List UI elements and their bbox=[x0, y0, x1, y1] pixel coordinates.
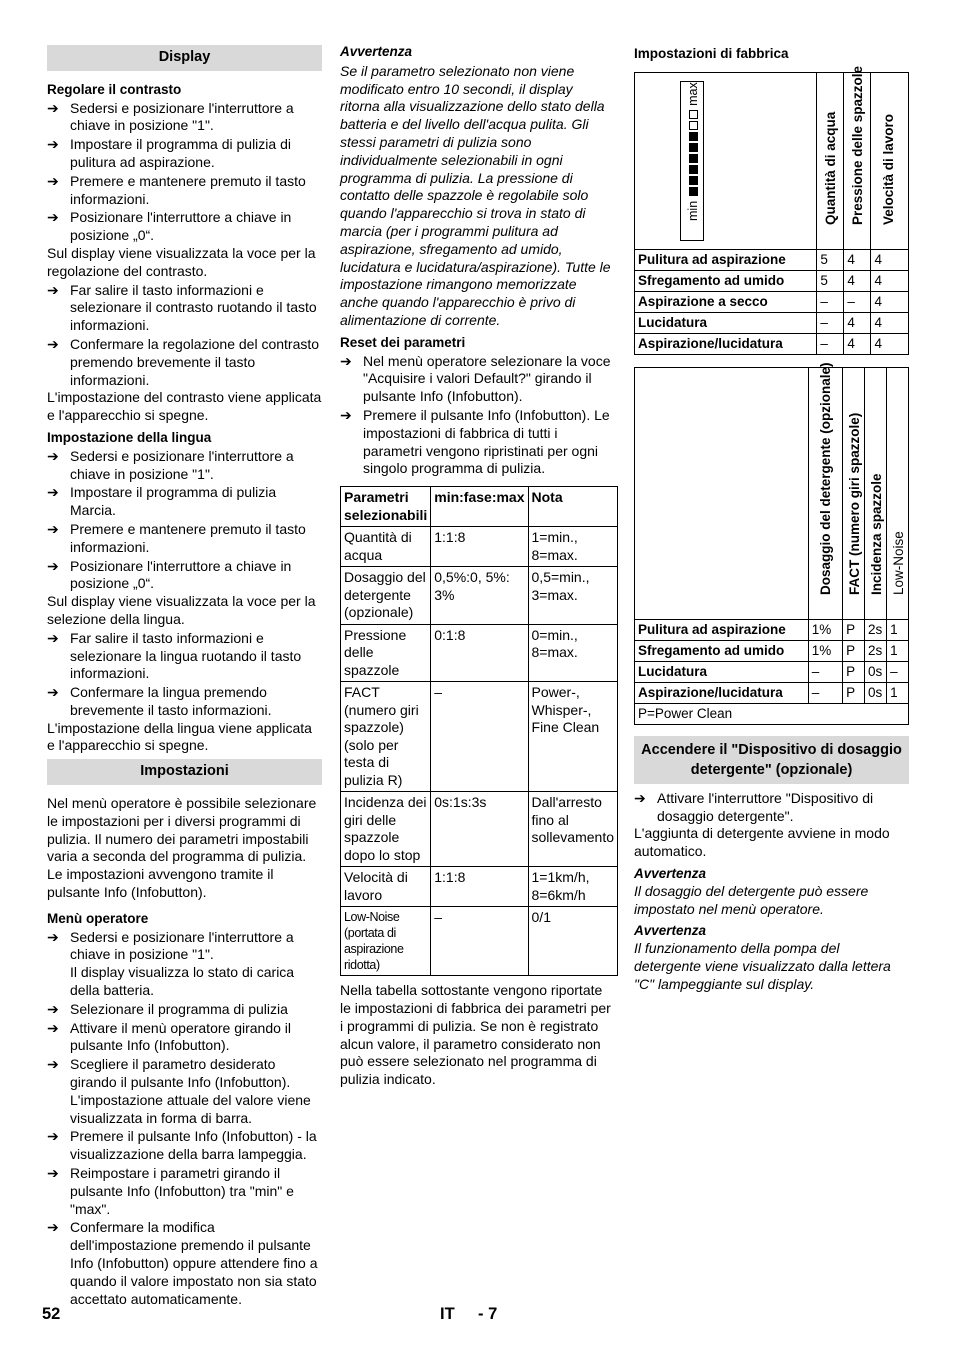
table-cell: 0s bbox=[864, 682, 886, 703]
note-heading: Avvertenza bbox=[634, 923, 707, 939]
table-row bbox=[635, 333, 909, 354]
step-item bbox=[47, 484, 322, 520]
bar-square-icon bbox=[689, 122, 698, 131]
table-cell: – bbox=[431, 907, 528, 976]
step-text: Premere il pulsante Info (Infobutton) - la visualizzazione della barra lampeggia. bbox=[70, 1128, 317, 1163]
arrow-icon: ➔ bbox=[47, 1056, 59, 1073]
table-cell: 1=1km/h, 8=6km/h bbox=[528, 867, 618, 907]
program-name-cell: Sfregamento ad umido bbox=[635, 270, 817, 291]
table-header-cell bbox=[887, 367, 909, 619]
table-cell: Pressione delle spazzole bbox=[341, 624, 431, 682]
table-cell: 1% bbox=[808, 619, 842, 640]
table-cell: 0/1 bbox=[528, 907, 618, 976]
table-cell: P bbox=[843, 661, 865, 682]
step-text: Scegliere il parametro desiderato girando il pulsante Info (Infobutton). L'impostazione attuale del valore viene visualizzata in forma di barra. bbox=[70, 1056, 311, 1126]
bar-square-icon bbox=[689, 188, 698, 197]
table-cell: – bbox=[817, 312, 844, 333]
table-row bbox=[341, 907, 618, 976]
table-cell: Velocità di lavoro bbox=[341, 867, 431, 907]
note-heading: Avvertenza bbox=[634, 865, 707, 881]
table-cell: Power-, Whisper-, Fine Clean bbox=[528, 682, 618, 792]
step-text: Sedersi e posizionare l'interruttore a chiave in posizione "1". bbox=[70, 447, 294, 482]
table-row bbox=[635, 249, 909, 270]
bar-square-icon bbox=[689, 166, 698, 175]
subheading-language: Impostazione della lingua bbox=[47, 429, 212, 445]
step-text: Premere e mantenere premuto il tasto informazioni. bbox=[70, 172, 306, 207]
table-cell: 4 bbox=[844, 270, 871, 291]
table-row bbox=[341, 867, 618, 907]
table-row bbox=[635, 703, 909, 724]
column-middle bbox=[340, 40, 614, 1089]
arrow-icon: ➔ bbox=[47, 1019, 59, 1036]
table-cell: 1 bbox=[887, 640, 909, 661]
step-text: Premere il pulsante Info (Infobutton). Le impostazioni di fabbrica di tutti i parametri vengono ripristinati per ogni singolo programma di pulizia. bbox=[363, 406, 610, 477]
vertical-header: Incidenza spazzole bbox=[868, 473, 884, 596]
table-cell: Dosaggio del detergente (opzionale) bbox=[341, 567, 431, 625]
program-name-cell: Pulitura ad aspirazione bbox=[635, 249, 817, 270]
table-row bbox=[341, 567, 618, 625]
table-cell: 4 bbox=[844, 249, 871, 270]
vertical-header: FACT (numero giri spazzole) bbox=[846, 413, 862, 596]
table-cell: 0,5=min., 3=max. bbox=[528, 567, 618, 625]
parameters-table bbox=[340, 486, 618, 976]
table-cell: 4 bbox=[871, 291, 909, 312]
settings-paragraph: Nel menù operatore è possibile selezionare le impostazioni per i diversi programmi di pulizia. Il numero dei parametri impostabili varia a seconda del programma di pulizia. Le impostazioni avvengono tramite il pulsante Info (Infobutton). bbox=[47, 795, 317, 901]
table-row bbox=[341, 682, 618, 792]
step-item bbox=[47, 558, 322, 594]
language-steps-2 bbox=[47, 630, 322, 720]
table-cell: 0=min., 8=max. bbox=[528, 624, 618, 682]
contrast-steps-2 bbox=[47, 282, 322, 390]
table-row bbox=[635, 291, 909, 312]
vertical-header: Pressione delle spazzole bbox=[850, 66, 866, 226]
step-text: Attivare l'interruttore "Dispositivo di dosaggio detergente". bbox=[657, 789, 874, 824]
table-cell: Dall'arresto fino al sollevamento bbox=[528, 792, 618, 867]
arrow-icon: ➔ bbox=[47, 1165, 59, 1182]
arrow-icon: ➔ bbox=[47, 281, 59, 298]
table-cell: P bbox=[843, 682, 865, 703]
table-header-row bbox=[635, 72, 909, 249]
arrow-icon: ➔ bbox=[47, 335, 59, 352]
table-cell: 5 bbox=[817, 270, 844, 291]
table-cell: – bbox=[808, 661, 842, 682]
table-header-cell: Nota bbox=[528, 487, 618, 527]
subheading-contrast: Regolare il contrasto bbox=[47, 81, 182, 97]
scale-max-label: max bbox=[686, 82, 700, 107]
table-cell: 4 bbox=[844, 333, 871, 354]
step-text: Confermare la regolazione del contrasto premendo brevemente il tasto informazioni. bbox=[70, 335, 320, 388]
step-text: Premere e mantenere premuto il tasto informazioni. bbox=[70, 520, 306, 555]
table-header-cell bbox=[635, 367, 809, 619]
page-number: 52 bbox=[42, 1305, 61, 1323]
step-text: Posizionare l'interruttore a chiave in posizione „0“. bbox=[70, 557, 292, 592]
table-header-row bbox=[635, 367, 909, 619]
after-table-paragraph: Nella tabella sottostante vengono riportate le impostazioni di fabbrica dei parametri per i programmi di pulizia. Se non è registrato alcun valore, il parametro considerato non può essere selezionato nel programma di pulizia indicato. bbox=[340, 982, 611, 1088]
table-cell: 4 bbox=[871, 270, 909, 291]
step-item bbox=[47, 336, 322, 389]
step-item bbox=[47, 1001, 322, 1019]
table-header-row bbox=[341, 487, 618, 527]
table-cell: Incidenza dei giri delle spazzole dopo lo stop bbox=[341, 792, 431, 867]
step-item bbox=[47, 1056, 322, 1127]
table-cell: – bbox=[817, 291, 844, 312]
table-cell: 0,5%:0, 5%: 3% bbox=[431, 567, 528, 625]
step-text: Far salire il tasto informazioni e selezionare la lingua ruotando il tasto informazioni. bbox=[70, 629, 302, 682]
program-name-cell: Lucidatura bbox=[635, 661, 809, 682]
table-cell: 0s bbox=[864, 661, 886, 682]
arrow-icon: ➔ bbox=[47, 629, 59, 646]
arrow-icon: ➔ bbox=[340, 352, 352, 369]
table-cell: FACT (numero giri spazzole) (solo per testa di pulizia R) bbox=[341, 682, 431, 792]
table-cell: 1 bbox=[887, 682, 909, 703]
arrow-icon: ➔ bbox=[634, 789, 646, 806]
table-cell: 4 bbox=[844, 312, 871, 333]
step-item bbox=[47, 1165, 322, 1218]
table-cell: 2s bbox=[864, 619, 886, 640]
table-cell: 1:1:8 bbox=[431, 527, 528, 567]
scale-header-cell bbox=[635, 72, 817, 249]
arrow-icon: ➔ bbox=[47, 99, 59, 116]
table-cell: – bbox=[887, 661, 909, 682]
subheading-factory-settings: Impostazioni di fabbrica bbox=[634, 46, 789, 61]
step-text: Sedersi e posizionare l'interruttore a chiave in posizione "1". bbox=[70, 99, 294, 134]
dosing-paragraph: L'aggiunta di detergente avviene in modo automatico. bbox=[634, 825, 890, 860]
table-cell: Quantità di acqua bbox=[341, 527, 431, 567]
table-header-cell bbox=[864, 367, 886, 619]
table-cell: – bbox=[808, 682, 842, 703]
step-text: Nel menù operatore selezionare la voce "Acquisire i valori Default?" girando il pulsante Info (Infobutton). bbox=[363, 352, 611, 405]
table-row bbox=[635, 661, 909, 682]
table-cell: 1=min., 8=max. bbox=[528, 527, 618, 567]
arrow-icon: ➔ bbox=[47, 136, 59, 153]
section-header-settings: Impostazioni bbox=[47, 759, 322, 785]
contrast-paragraph-2: L'impostazione del contrasto viene applicata e l'apparecchio si spegne. bbox=[47, 389, 322, 424]
bar-scale-graphic bbox=[685, 83, 703, 222]
factory-table-1 bbox=[634, 66, 909, 355]
bar-square-icon bbox=[689, 111, 698, 120]
arrow-icon: ➔ bbox=[47, 520, 59, 537]
step-item bbox=[47, 1219, 322, 1308]
table-cell: – bbox=[844, 291, 871, 312]
table-row bbox=[635, 682, 909, 703]
table-header-cell: min:fase:max bbox=[431, 487, 528, 527]
vertical-header: Quantità di acqua bbox=[823, 112, 839, 226]
table-cell: 4 bbox=[871, 249, 909, 270]
table-row bbox=[635, 312, 909, 333]
table-cell: 0:1:8 bbox=[431, 624, 528, 682]
table-cell: 2s bbox=[864, 640, 886, 661]
step-text: Posizionare l'interruttore a chiave in posizione „0“. bbox=[70, 209, 292, 244]
vertical-header: Dosaggio del detergente (opzionale) bbox=[818, 362, 834, 596]
table-header-cell bbox=[871, 72, 909, 249]
contrast-steps bbox=[47, 100, 322, 245]
table-cell: 4 bbox=[871, 312, 909, 333]
step-item bbox=[47, 209, 322, 245]
step-item bbox=[47, 521, 322, 557]
step-item bbox=[47, 136, 322, 172]
table-row bbox=[341, 527, 618, 567]
column-left bbox=[47, 40, 322, 1308]
column-right bbox=[634, 40, 909, 994]
table-cell: – bbox=[431, 682, 528, 792]
arrow-icon: ➔ bbox=[47, 172, 59, 189]
step-text: Sedersi e posizionare l'interruttore a chiave in posizione "1". bbox=[70, 928, 294, 963]
step-text: Impostare il programma di pulizia Marcia. bbox=[70, 484, 277, 519]
section-header-display: Display bbox=[47, 45, 322, 71]
step-item bbox=[47, 630, 322, 683]
note-text: Il dosaggio del detergente può essere impostato nel menù operatore. bbox=[634, 882, 869, 917]
table-cell: 4 bbox=[871, 333, 909, 354]
program-name-cell: Sfregamento ad umido bbox=[635, 640, 809, 661]
table-cell: – bbox=[817, 333, 844, 354]
table-cell: 1 bbox=[887, 619, 909, 640]
bar-square-icon bbox=[689, 155, 698, 164]
step-item bbox=[47, 282, 322, 335]
vertical-header: Low-Noise bbox=[890, 531, 906, 596]
step-item bbox=[47, 1020, 322, 1056]
language-paragraph-1: Sul display viene visualizzata la voce per la selezione della lingua. bbox=[47, 593, 316, 627]
language-steps bbox=[47, 448, 322, 593]
step-note: Il display visualizza lo stato di carica della batteria. bbox=[70, 964, 295, 999]
table-header-cell bbox=[843, 367, 865, 619]
table-cell: 1% bbox=[808, 640, 842, 661]
step-text: Reimpostare i parametri girando il pulsante Info (Infobutton) tra "min" e "max". bbox=[70, 1165, 294, 1217]
step-text: Impostare il programma di pulizia di pulitura ad aspirazione. bbox=[70, 136, 291, 170]
arrow-icon: ➔ bbox=[47, 1000, 59, 1017]
note-text: Il funzionamento della pompa del detergente viene visualizzato dalla lettera "C" lampeggiante sul display. bbox=[634, 940, 891, 992]
step-item bbox=[47, 448, 322, 484]
table-header-cell bbox=[817, 72, 844, 249]
step-text: Far salire il tasto informazioni e selezionare il contrasto ruotando il tasto informazioni. bbox=[70, 281, 317, 334]
arrow-icon: ➔ bbox=[47, 209, 59, 226]
note-heading: Avvertenza bbox=[340, 44, 413, 59]
table-cell: Low-Noise (portata di aspirazione ridotta) bbox=[341, 907, 431, 976]
arrow-icon: ➔ bbox=[47, 557, 59, 574]
arrow-icon: ➔ bbox=[47, 684, 59, 701]
step-text: Confermare la lingua premendo brevemente il tasto informazioni. bbox=[70, 684, 272, 718]
step-text: Selezionare il programma di pulizia bbox=[70, 1000, 288, 1017]
program-name-cell: Aspirazione/lucidatura bbox=[635, 682, 809, 703]
table-header-cell bbox=[844, 66, 871, 249]
step-item bbox=[47, 100, 322, 136]
table-row bbox=[341, 792, 618, 867]
arrow-icon: ➔ bbox=[340, 406, 352, 423]
arrow-icon: ➔ bbox=[47, 447, 59, 464]
table-cell: P bbox=[843, 619, 865, 640]
table-cell: P bbox=[843, 640, 865, 661]
step-item bbox=[47, 1128, 322, 1164]
bar-square-icon bbox=[689, 177, 698, 186]
table-header-cell bbox=[808, 362, 842, 619]
contrast-paragraph-1: Sul display viene visualizzata la voce per la regolazione del contrasto. bbox=[47, 244, 316, 279]
table-cell: 5 bbox=[817, 249, 844, 270]
section-header-dosing: Accendere il "Dispositivo di dosaggio detergente" (opzionale) bbox=[634, 736, 909, 784]
subheading-reset: Reset dei parametri bbox=[340, 334, 466, 350]
program-name-cell: Pulitura ad aspirazione bbox=[635, 619, 809, 640]
table-cell: 1:1:8 bbox=[431, 867, 528, 907]
table-cell: 0s:1s:3s bbox=[431, 792, 528, 867]
factory-table-2 bbox=[634, 362, 909, 725]
arrow-icon: ➔ bbox=[47, 1219, 59, 1236]
table-row bbox=[635, 619, 909, 640]
step-text: Attivare il menù operatore girando il pulsante Info (Infobutton). bbox=[70, 1019, 292, 1054]
scale-min-label: min bbox=[686, 201, 700, 222]
program-name-cell: Lucidatura bbox=[635, 312, 817, 333]
arrow-icon: ➔ bbox=[47, 928, 59, 945]
bar-square-icon bbox=[689, 144, 698, 153]
table-footnote: P=Power Clean bbox=[635, 703, 909, 724]
step-item bbox=[47, 684, 322, 720]
arrow-icon: ➔ bbox=[47, 1128, 59, 1145]
step-item bbox=[340, 353, 614, 406]
subheading-operator-menu: Menù operatore bbox=[47, 910, 149, 926]
vertical-header: Velocità di lavoro bbox=[880, 114, 896, 226]
menu-steps bbox=[47, 1001, 322, 1309]
program-name-cell: Aspirazione/lucidatura bbox=[635, 333, 817, 354]
step-item bbox=[634, 790, 909, 826]
language-code: IT bbox=[440, 1305, 455, 1323]
table-row bbox=[341, 624, 618, 682]
sub-page-number: - 7 bbox=[478, 1305, 498, 1323]
table-row bbox=[635, 640, 909, 661]
language-paragraph-2: L'impostazione della lingua viene applicata e l'apparecchio si spegne. bbox=[47, 719, 312, 754]
table-header-cell: Parametri selezionabili bbox=[341, 487, 431, 527]
step-item bbox=[47, 929, 322, 965]
reset-steps bbox=[340, 353, 614, 479]
step-item bbox=[47, 173, 322, 209]
step-text: Confermare la modifica dell'impostazione premendo il pulsante Info (Infobutton) oppure attendere fino a quando il valore impostato non sia stato accettato automaticamente. bbox=[70, 1219, 318, 1307]
program-name-cell: Aspirazione a secco bbox=[635, 291, 817, 312]
step-item bbox=[340, 407, 614, 478]
bar-square-icon bbox=[689, 133, 698, 142]
arrow-icon: ➔ bbox=[47, 484, 59, 501]
note-text: Se il parametro selezionato non viene modificato entro 10 secondi, il display ritorna alla visualizzazione dello stato della batteria e del livello dell'acqua pulita. Gli stessi parametri di pulizia sono individualmente selezionabili in ogni programma di pulizia. La pressione di contatto delle spazzole è regolabile solo quando l'apparecchio si trova in stato di marcia (per i programmi pulitura ad aspirazione, sfregamento ad umido, lucidatura e lucidatura/aspirazione). Tutte le impostazione rimangono memorizzate anche quando l'apparecchio è privo di alimentazione di corrente. bbox=[340, 62, 611, 328]
table-row bbox=[635, 270, 909, 291]
